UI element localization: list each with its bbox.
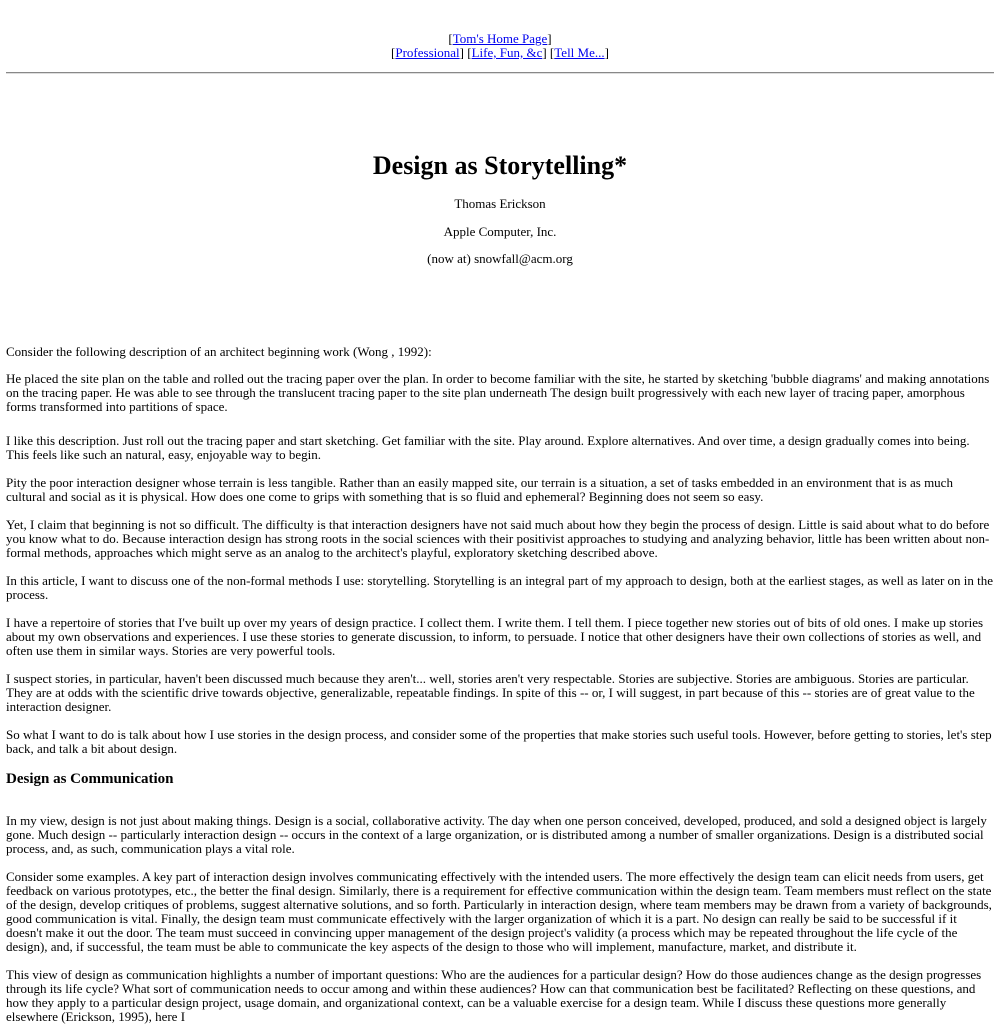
paragraph: This view of design as communication highlights a number of important questions: Who are the audiences for a particular design? How do those audiences change as the design progresses through its life cycle? What sort of communication needs to occur among and within these audiences? How can that communication best be facilitated? Reflecting on these questions, and how they apply to a particular design project, usage domain, and organizational context, can be a valuable exercise for a design team. While I discuss these questions more generally elsewhere (Erickson, 1995), here I — [6, 967, 982, 1024]
paragraph: In my view, design is not just about making things. Design is a social, collaborative activity. The day when one person conceived, developed, produced, and sold a designed object is largely gone. Much design -- particularly interaction design -- occurs in the context of a large organization, or is distributed among a number of smaller organizations. Design is a distributed social process, and, as such, communication plays a vital role. — [6, 813, 987, 856]
paragraph: So what I want to do is talk about how I use stories in the design process, and consider some of the properties that make stories such useful tools. However, before getting to stories, let's step back, and talk a bit about design. — [6, 727, 992, 756]
article-body — [6, 345, 994, 1024]
author-contact: (now at) snowfall@acm.org — [427, 251, 573, 266]
top-navigation — [0, 0, 1000, 60]
paragraph: I have a repertoire of stories that I've built up over my years of design practice. I collect them. I write them. I tell them. I piece together new stories out of bits of old ones. I make up stories about my own observations and experiences. I use these stories to generate discussion, to inform, to persuade. I notice that other designers have their own collections of stories as well, and often use them in similar ways. Stories are very powerful tools. — [6, 615, 984, 658]
author-affiliation: Apple Computer, Inc. — [443, 224, 557, 239]
paragraph: I like this description. Just roll out the tracing paper and start sketching. Get familiar with the site. Play around. Explore alternatives. And over time, a design gradually comes into being. This feels like such an natural, easy, enjoyable way to begin. — [6, 433, 970, 462]
paragraph: Pity the poor interaction designer whose terrain is less tangible. Rather than an easily mapped site, our terrain is a situation, a set of tasks embedded in an environment that is as much cultural and social as it is physical. How does one come to grips with something that is so fluid and ephemeral? Beginning does not seem so easy. — [6, 475, 953, 504]
nav-row-2: [Professional] [Life, Fun, &c] [Tell Me...] — [391, 45, 609, 60]
nav-link-professional[interactable]: Professional — [395, 45, 460, 60]
nav-link-life-fun[interactable]: Life, Fun, &c — [471, 45, 543, 60]
nav-row-1: [Tom's Home Page] — [448, 31, 552, 46]
paragraph-intro: Consider the following description of an architect beginning work (Wong , 1992): — [6, 344, 432, 359]
paragraph: I suspect stories, in particular, haven't been discussed much because they aren't... well, stories aren't very respectable. Stories are subjective. Stories are ambiguous. Stories are particular. They are at odds with the scientific drive towards objective, generalizable, repeatable findings. In spite of this -- or, I will suggest, in part because of this -- stories are of great value to the interaction designer. — [6, 671, 975, 714]
paragraph: Yet, I claim that beginning is not so difficult. The difficulty is that interaction designers have not said much about how they begin the process of design. Little is said about what to do before you know what to do. Because interaction design has strong roots in the social sciences with their positivist approaches to studying and analyzing behavior, little has been written about non-formal methods, approaches which might serve as an analog to the architect's playful, exploratory sketching described above. — [6, 517, 990, 560]
section-heading: Design as Communication — [6, 771, 174, 787]
nav-link-home[interactable]: Tom's Home Page — [452, 31, 548, 46]
paragraph: In this article, I want to discuss one of the non-formal methods I use: storytelling. Storytelling is an integral part of my approach to design, both at the earliest stages, as well as later on in the process. — [6, 573, 994, 602]
nav-link-tell-me[interactable]: Tell Me... — [554, 45, 605, 60]
paragraph: Consider some examples. A key part of interaction design involves communicating effectively with the intended users. The more effectively the design team can elicit needs from users, get feedback on various prototypes, etc., the better the final design. Similarly, there is a requirement for effective communication within the design team. Team members must reflect on the state of the design, develop critiques of problems, suggest alternative solutions, and so forth. Particularly in interaction design, where team members may be drawn from a variety of backgrounds, good communication is vital. Finally, the design team must communicate effectively with the larger organization of which it is a part. No design can really be said to be successful if it doesn't make it out the door. The team must succeed in convincing upper management of the design project's validity (a process which may be repeated throughout the life cycle of the design), and, if successful, the team must be able to communicate the key aspects of the design to those who will implement, manufacture, market, and distribute it. — [6, 869, 992, 954]
author-name: Thomas Erickson — [454, 196, 546, 211]
block-quote: He placed the site plan on the table and rolled out the tracing paper over the plan. In order to become familiar with the site, he started by sketching 'bubble diagrams' and making annotations on the tracing paper. He was able to see through the translucent tracing paper to the site plan underneath The design built progressively with each new layer of tracing paper, amorphous forms transformed into partitions of space. — [6, 371, 990, 414]
header-divider — [6, 72, 994, 74]
page-title: Design as Storytelling* — [372, 151, 628, 180]
